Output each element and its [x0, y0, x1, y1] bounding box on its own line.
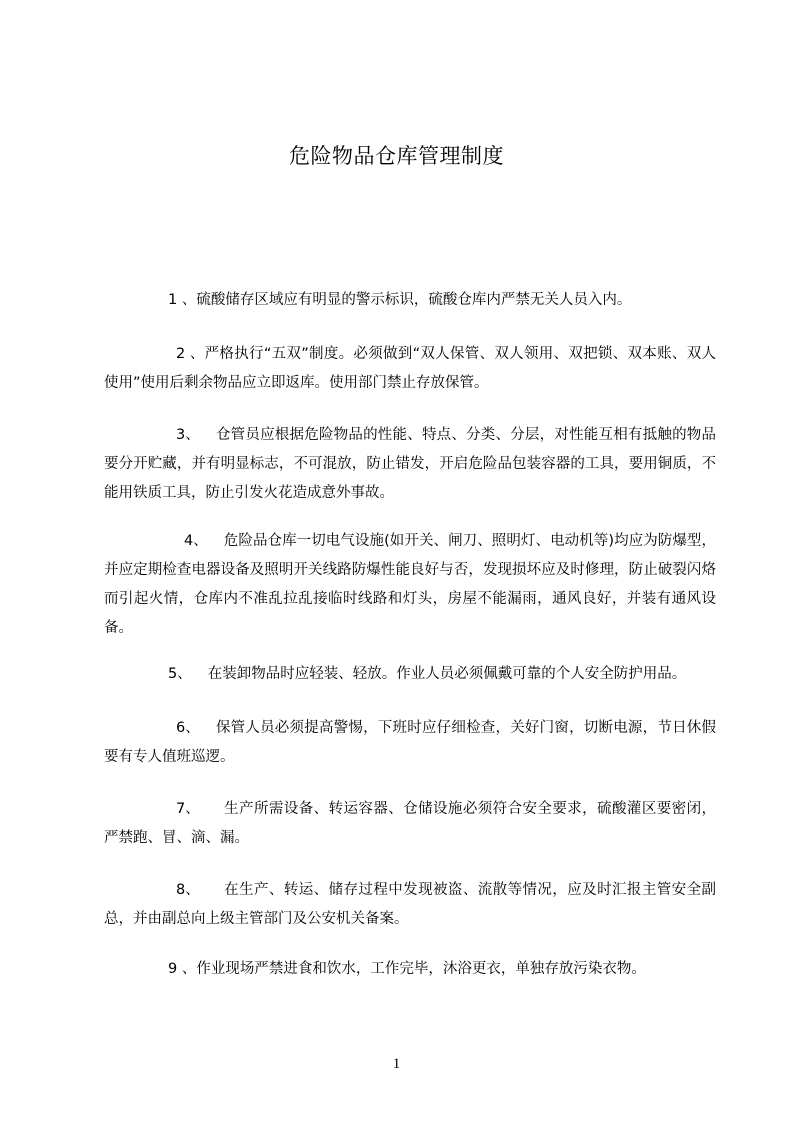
- rule-item-4: [104, 527, 716, 643]
- rule-number: 2 、: [176, 346, 205, 362]
- rule-text: 保管人员必须提高警惕，下班时应仔细检查，关好门窗，切断电源，节日休假要有专人值班巡逻。: [104, 720, 716, 765]
- rule-text: 在装卸物品时应轻装、轻放。作业人员必须佩戴可靠的个人安全防护用品。: [207, 666, 687, 682]
- rule-number: 8、: [176, 882, 200, 898]
- rule-item-7: [104, 795, 716, 853]
- rule-number: 1 、: [168, 292, 197, 308]
- rule-item-9: [104, 955, 716, 984]
- rule-item-5: [104, 660, 716, 689]
- page-title: 危险物品仓库管理制度: [289, 144, 504, 168]
- rule-number: 3、: [176, 427, 200, 443]
- rule-text: 硫酸储存区域应有明显的警示标识，硫酸仓库内严禁无关人员入内。: [196, 292, 632, 308]
- rule-number: 6、: [176, 720, 200, 736]
- rule-text: 在生产、转运、储存过程中发现被盗、流散等情况，应及时汇报主管安全副总，并由副总向上级主管部门及公安机关备案。: [104, 882, 716, 927]
- rule-text: 严格执行“五双”制度。必须做到“双人保管、双人领用、双把锁、双本账、双人使用”使用后剩余物品应立即返库。使用部门禁止存放保管。: [104, 346, 716, 391]
- rule-item-6: [104, 714, 716, 772]
- rule-text: 危险品仓库一切电气设施(如开关、闸刀、照明灯、电动机等)均应为防爆型，并应定期检查电器设备及照明开关线路防爆性能良好与否，发现损坏应及时修理，防止破裂闪烙而引起火情，仓库内不准乱拉乱接临时线路和灯头，房屋不能漏雨，通风良好，并装有通风设备。: [104, 533, 716, 636]
- rule-item-8: [104, 876, 716, 934]
- rule-number: 5、: [168, 666, 192, 682]
- page-number: 1: [392, 1056, 401, 1072]
- rule-item-2: [104, 340, 716, 398]
- rule-item-1: [104, 286, 716, 315]
- rule-text: 生产所需设备、转运容器、仓储设施必须符合安全要求，硫酸灌区要密闭，严禁跑、冒、滴、漏。: [104, 801, 716, 846]
- rule-item-3: [104, 421, 716, 508]
- rule-text: 作业现场严禁进食和饮水，工作完毕，沐浴更衣，单独存放污染衣物。: [196, 961, 646, 977]
- rule-number: 9 、: [168, 961, 197, 977]
- rule-text: 仓管员应根据危险物品的性能、特点、分类、分层，对性能互相有抵触的物品要分开贮藏，并有明显标志，不可混放，防止错发，开启危险品包装容器的工具，要用铜质，不能用铁质工具，防止引发火花造成意外事故。: [104, 427, 716, 501]
- rule-number: 4、: [184, 533, 208, 549]
- rule-number: 7、: [176, 801, 200, 817]
